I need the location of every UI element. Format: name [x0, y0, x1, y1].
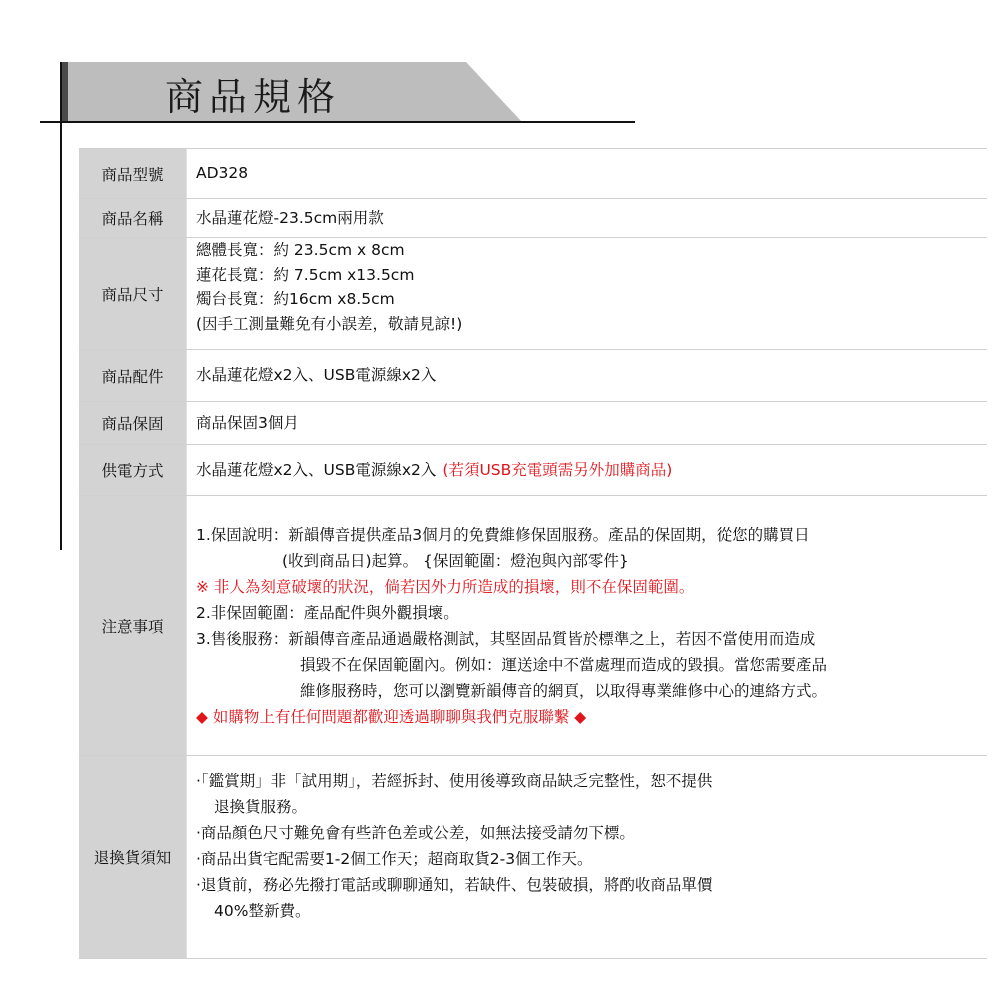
return-line: ·商品出貨宅配需要1-2個工作天；超商取貨2-3個工作天。 [196, 850, 593, 868]
return-line: 40%整新費。 [214, 902, 311, 920]
header-underline [40, 121, 635, 123]
row-value: 水晶蓮花燈-23.5cm兩用款 [196, 208, 384, 227]
notice-warning: ※ 非人為刻意破壞的狀況，倘若因外力所造成的損壞，則不在保固範圍。 [196, 577, 695, 596]
row-value [187, 496, 987, 755]
row-power [79, 444, 987, 495]
row-warranty [79, 401, 987, 444]
row-label: 商品尺寸 [79, 238, 187, 349]
size-line: 燭台長寬：約16cm x8.5cm [196, 290, 395, 308]
row-return [79, 755, 987, 959]
size-line: 蓮花長寬：約 7.5cm x13.5cm [196, 265, 415, 284]
notice-line: (收到商品日)起算。 {保固範圍：燈泡與內部零件} [282, 551, 629, 570]
notice-line: 1.保固說明：新韻傳音提供產品3個月的免費維修保固服務。產品的保固期，從您的購買日 [196, 525, 810, 544]
notice-line: 2.非保固範圍：產品配件與外觀損壞。 [196, 603, 459, 622]
row-label: 退換貨須知 [79, 756, 187, 958]
return-line: ·商品顏色尺寸難免會有些許色差或公差，如無法接受請勿下標。 [196, 824, 635, 842]
header-vertical-line [60, 62, 62, 550]
size-line: 總體長寬：約 23.5cm x 8cm [196, 241, 405, 259]
spec-table [79, 148, 987, 959]
row-label: 商品配件 [79, 350, 187, 401]
notice-contact: ◆ 如購物上有任何問題都歡迎透過聊聊與我們克服聯繫 ◆ [196, 707, 587, 726]
row-label: 供電方式 [79, 445, 187, 495]
power-value: 水晶蓮花燈x2入、USB電源線x2入 [196, 460, 437, 479]
return-line: ·「鑑賞期」非「試用期」，若經拆封、使用後導致商品缺乏完整性，恕不提供 [196, 772, 713, 790]
row-accessories [79, 349, 987, 401]
power-note: (若須USB充電頭需另外加購商品) [442, 460, 673, 479]
row-label: 商品保固 [79, 402, 187, 444]
row-notice [79, 495, 987, 755]
row-value: 商品保固3個月 [196, 413, 299, 432]
row-label: 注意事項 [79, 496, 187, 755]
page-title: 商品規格 [165, 75, 342, 119]
row-value [187, 445, 987, 495]
return-line: ·退貨前，務必先撥打電話或聊聊通知，若缺件、包裝破損，將酌收商品單價 [196, 876, 713, 894]
row-label: 商品名稱 [79, 199, 187, 237]
notice-line: 損毀不在保固範圍內。例如：運送途中不當處理而造成的毀損。當您需要產品 [300, 655, 828, 674]
row-value: 水晶蓮花燈x2入、USB電源線x2入 [196, 366, 437, 385]
size-line: (因手工測量難免有小誤差，敬請見諒!) [196, 314, 463, 333]
row-label: 商品型號 [79, 149, 187, 198]
return-line: 退換貨服務。 [214, 798, 308, 816]
row-size [79, 237, 987, 349]
row-name [79, 198, 987, 237]
notice-line: 3.售後服務：新韻傳音產品通過嚴格測試，其堅固品質皆於標準之上，若因不當使用而造成 [196, 629, 816, 648]
row-value [187, 756, 987, 958]
notice-line: 維修服務時，您可以瀏覽新韻傳音的網頁，以取得專業維修中心的連絡方式。 [300, 681, 828, 700]
row-model [79, 148, 987, 198]
header-accent [62, 62, 68, 122]
row-value: AD328 [196, 164, 249, 183]
row-value [187, 238, 987, 349]
